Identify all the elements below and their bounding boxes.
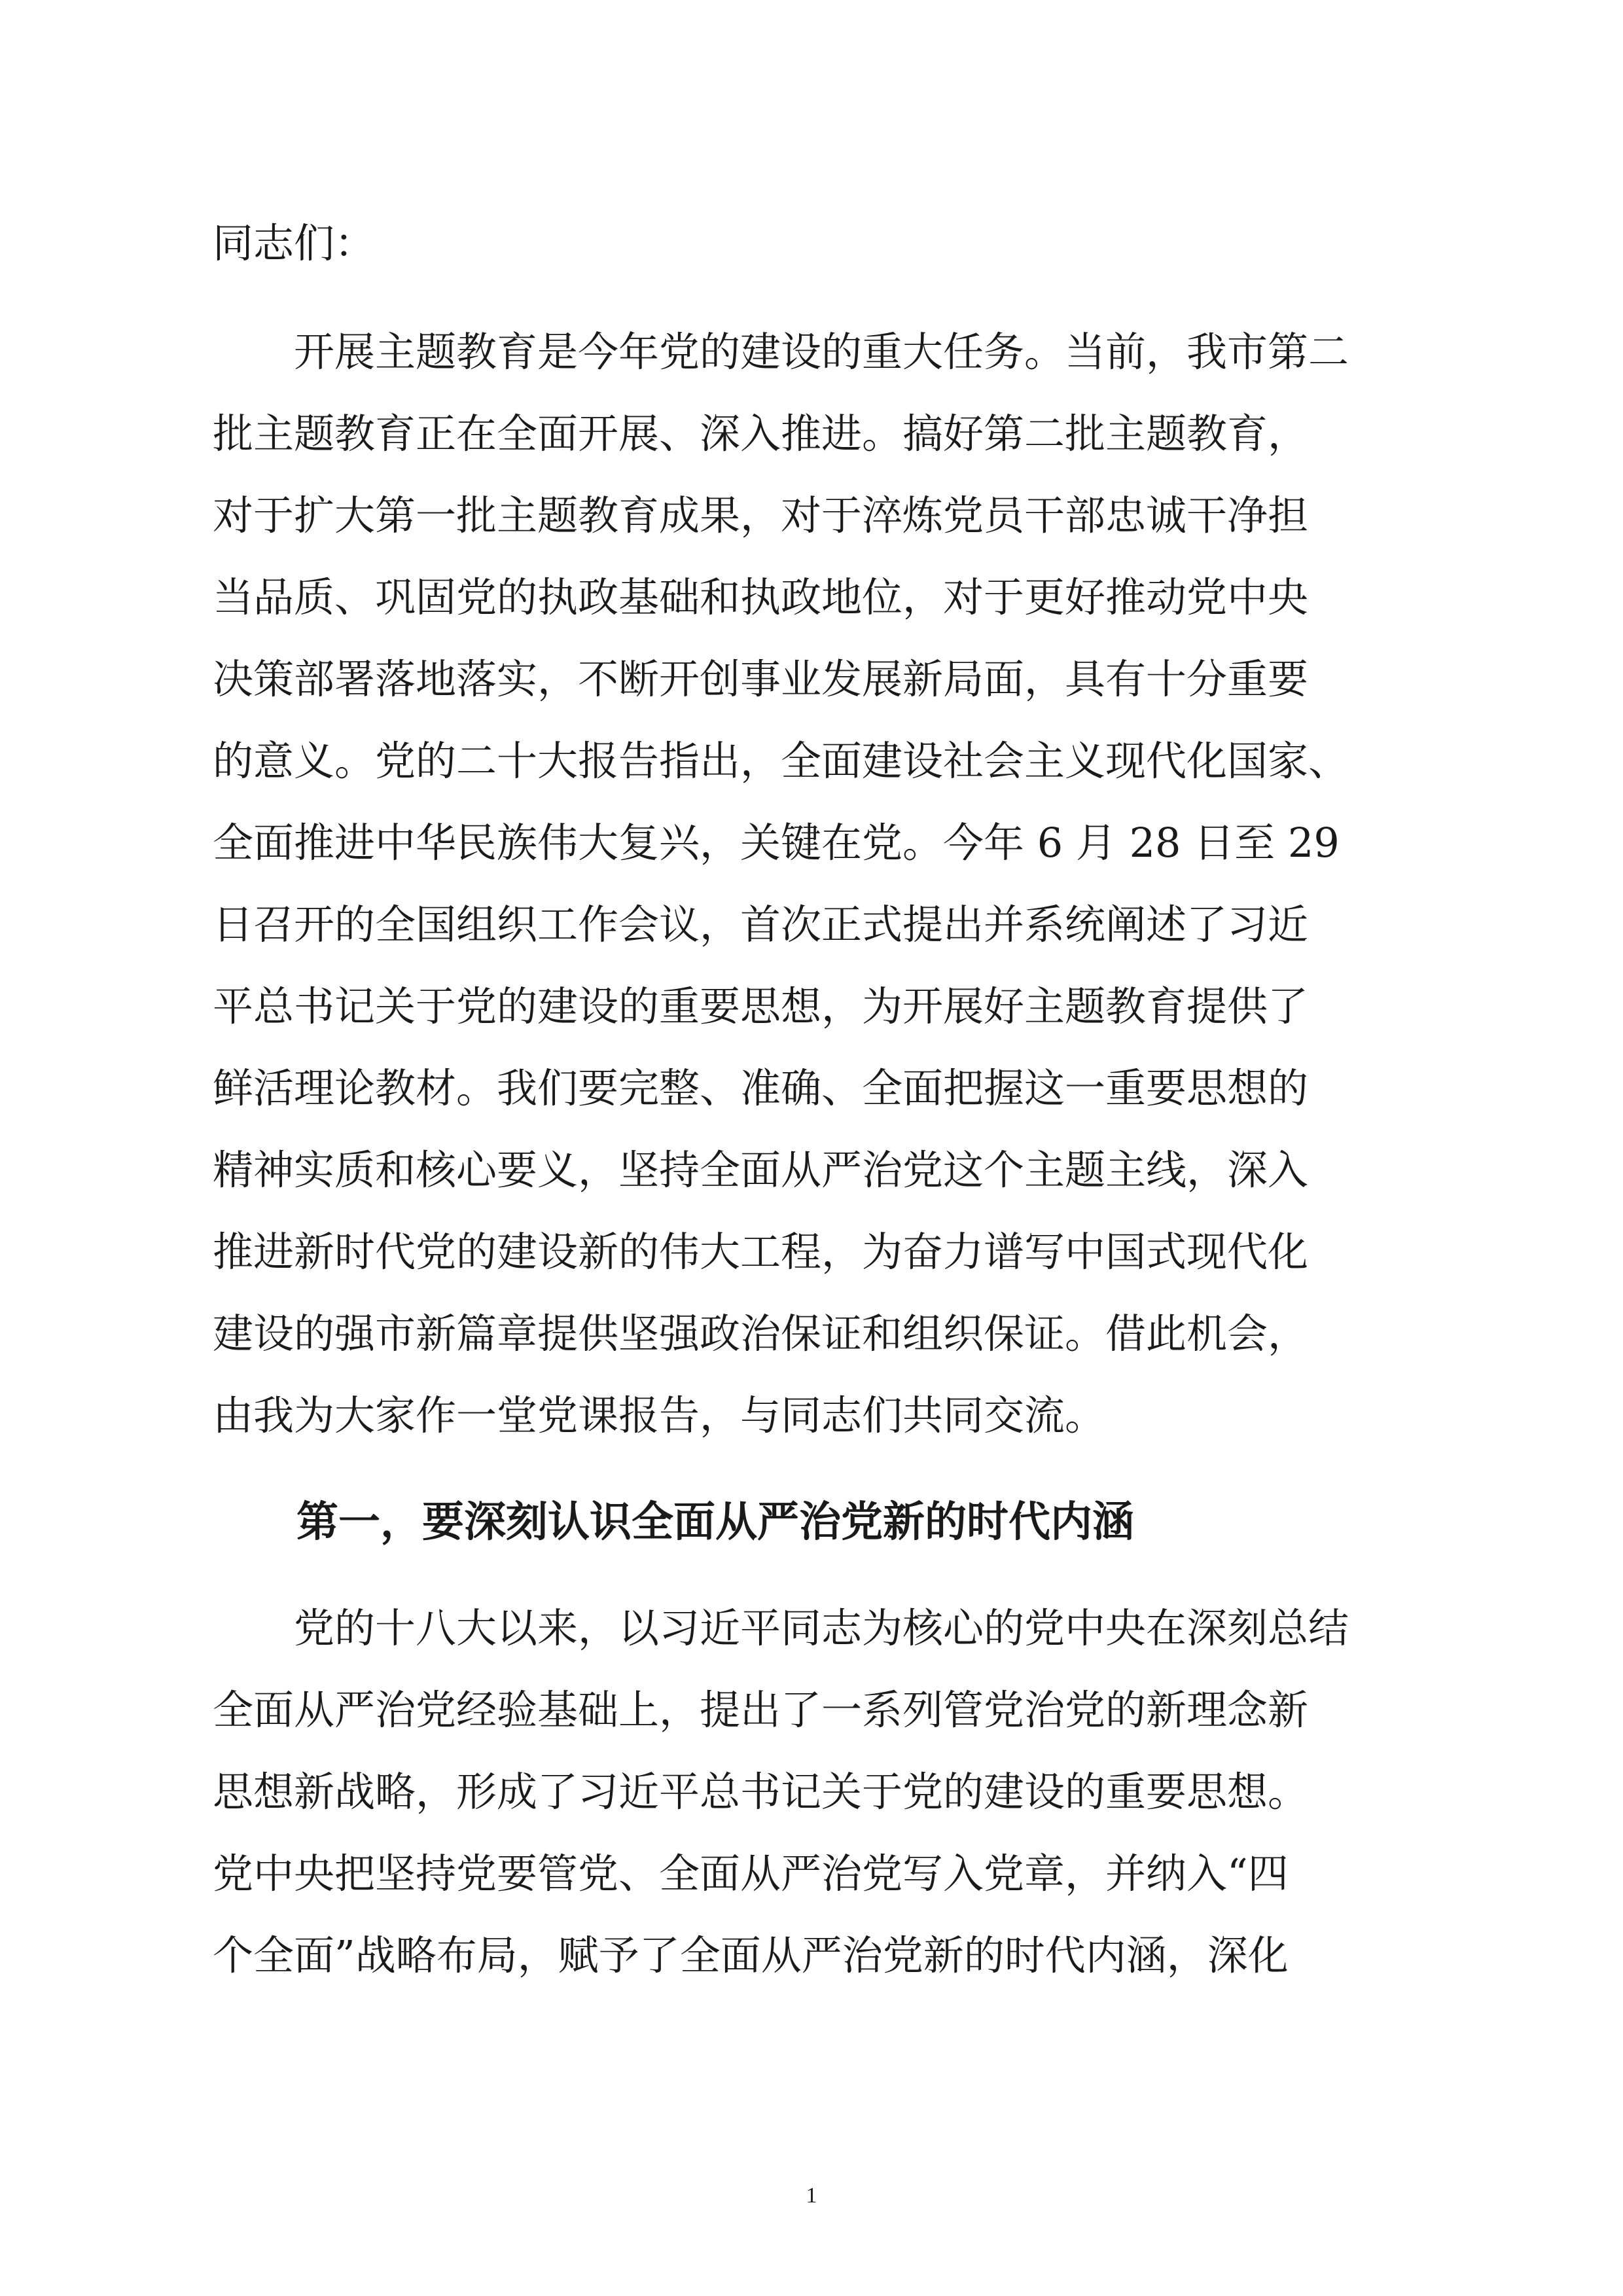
paragraph-line: 鲜活理论教材。我们要完整、准确、全面把握这一重要思想的	[213, 1064, 1309, 1112]
paragraph-line: 的意义。党的二十大报告指出，全面建设社会主义现代化国家、	[213, 737, 1349, 785]
paragraph-line: 推进新时代党的建设新的伟大工程，为奋力谱写中国式现代化	[213, 1228, 1309, 1276]
paragraph-line: 日召开的全国组织工作会议，首次正式提出并系统阐述了习近	[213, 901, 1309, 948]
paragraph-line: 党的十八大以来，以习近平同志为核心的党中央在深刻总结	[213, 1604, 1349, 1652]
section-heading: 第一，要深刻认识全面从严治党新的时代内涵	[213, 1498, 1134, 1547]
paragraph-line: 全面推进中华民族伟大复兴，关键在党。今年 6 月 28 日至 29	[213, 819, 1340, 867]
paragraph-line: 思想新战略，形成了习近平总书记关于党的建设的重要思想。	[213, 1768, 1309, 1816]
paragraph-line: 个全面”战略布局，赋予了全面从严治党新的时代内涵，深化	[213, 1931, 1289, 1979]
paragraph-line: 由我为大家作一堂党课报告，与同志们共同交流。	[213, 1391, 1106, 1439]
paragraph-line: 当品质、巩固党的执政基础和执政地位，对于更好推动党中央	[213, 573, 1309, 621]
paragraph-line: 平总书记关于党的建设的重要思想，为开展好主题教育提供了	[213, 982, 1309, 1030]
paragraph-line: 开展主题教育是今年党的建设的重大任务。当前，我市第二	[213, 328, 1349, 376]
paragraph-line: 建设的强市新篇章提供坚强政治保证和组织保证。借此机会，	[213, 1310, 1309, 1357]
page-number: 1	[806, 2183, 817, 2208]
paragraph-line: 决策部署落地落实，不断开创事业发展新局面，具有十分重要	[213, 655, 1309, 703]
paragraph-line: 全面从严治党经验基础上，提出了一系列管党治党的新理念新	[213, 1686, 1309, 1734]
paragraph-line: 对于扩大第一批主题教育成果，对于淬炼党员干部忠诚干净担	[213, 492, 1309, 539]
salutation: 同志们：	[213, 219, 376, 267]
paragraph-line: 党中央把坚持党要管党、全面从严治党写入党章，并纳入“四	[213, 1850, 1289, 1897]
paragraph-line: 批主题教育正在全面开展、深入推进。搞好第二批主题教育，	[213, 410, 1309, 457]
paragraph-line: 精神实质和核心要义，坚持全面从严治党这个主题主线，深入	[213, 1146, 1309, 1194]
